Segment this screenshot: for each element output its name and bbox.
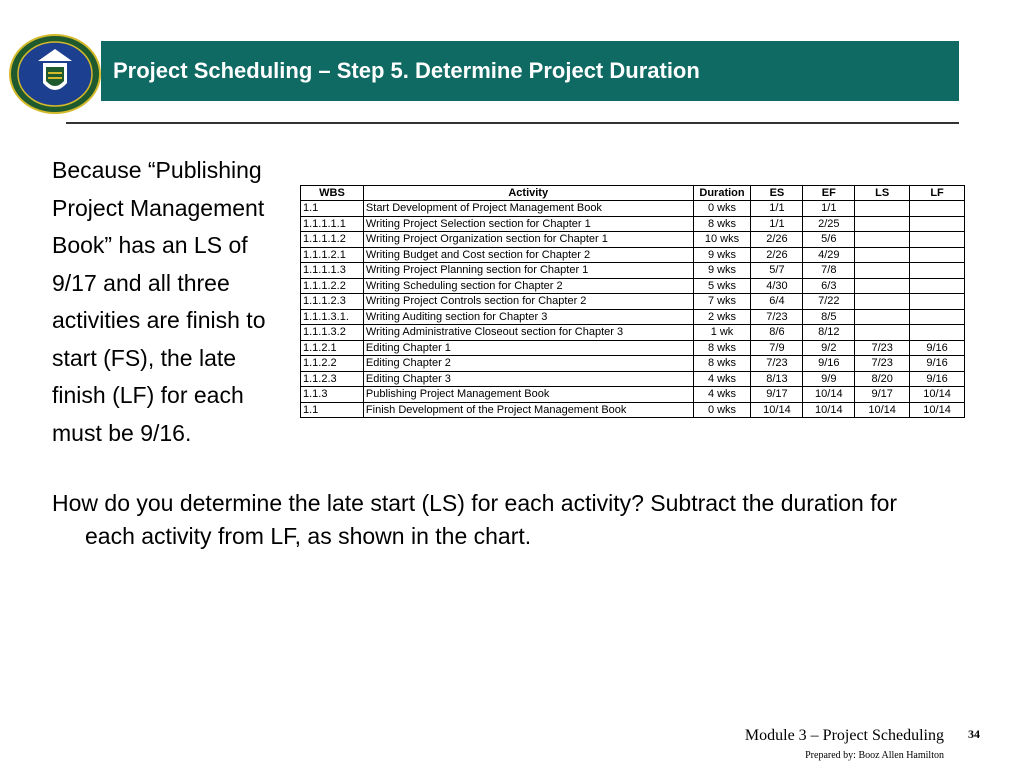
- es-cell: 2/26: [751, 247, 803, 263]
- column-header-es: ES: [751, 186, 803, 201]
- lf-cell: 9/16: [910, 356, 965, 372]
- title-divider: [66, 122, 959, 124]
- lf-cell: [910, 278, 965, 294]
- ls-cell: [855, 294, 910, 310]
- wbs-cell: 1.1: [301, 201, 364, 217]
- activity-cell: Editing Chapter 3: [363, 371, 693, 387]
- intro-line: Project Management: [52, 194, 265, 221]
- duration-cell: 7 wks: [693, 294, 751, 310]
- table-row: [301, 356, 965, 372]
- es-cell: 9/17: [751, 387, 803, 403]
- page-title: Project Scheduling – Step 5. Determine Project Duration: [113, 58, 700, 83]
- activity-cell: Writing Administrative Closeout section for Chapter 3: [363, 325, 693, 341]
- duration-cell: 2 wks: [693, 309, 751, 325]
- lf-cell: [910, 216, 965, 232]
- lf-cell: [910, 263, 965, 279]
- ls-cell: [855, 278, 910, 294]
- intro-line: must be 9/16.: [52, 419, 192, 446]
- lf-cell: 9/16: [910, 371, 965, 387]
- es-cell: 8/6: [751, 325, 803, 341]
- table-row: [301, 325, 965, 341]
- es-cell: 6/4: [751, 294, 803, 310]
- table-row: [301, 201, 965, 217]
- ef-cell: 5/6: [803, 232, 855, 248]
- schedule-table: [300, 185, 965, 418]
- ls-cell: [855, 263, 910, 279]
- wbs-cell: 1.1.1.1.1: [301, 216, 364, 232]
- ef-cell: 9/2: [803, 340, 855, 356]
- intro-line: finish (LF) for each: [52, 382, 244, 408]
- wbs-cell: 1.1.1.2.2: [301, 278, 364, 294]
- ef-cell: 10/14: [803, 402, 855, 418]
- wbs-cell: 1.1.1.2.3: [301, 294, 364, 310]
- table-row: [301, 278, 965, 294]
- page-number: 34: [968, 727, 980, 741]
- duration-cell: 8 wks: [693, 340, 751, 356]
- column-header-lf: LF: [910, 186, 965, 201]
- lf-cell: 10/14: [910, 387, 965, 403]
- activity-cell: Writing Project Controls section for Chapter 2: [363, 294, 693, 310]
- ef-cell: 7/8: [803, 263, 855, 279]
- ef-cell: 9/16: [803, 356, 855, 372]
- intro-line: Because “Publishing: [52, 157, 262, 183]
- activity-cell: Editing Chapter 2: [363, 356, 693, 372]
- activity-cell: Writing Project Planning section for Chapter 1: [363, 263, 693, 279]
- wbs-cell: 1.1.2.2: [301, 356, 364, 372]
- ef-cell: 7/22: [803, 294, 855, 310]
- column-header-activity: Activity: [363, 186, 693, 201]
- ef-cell: 8/5: [803, 309, 855, 325]
- ls-cell: [855, 216, 910, 232]
- duration-cell: 9 wks: [693, 263, 751, 279]
- ef-cell: 10/14: [803, 387, 855, 403]
- ls-cell: [855, 232, 910, 248]
- wbs-cell: 1.1.3: [301, 387, 364, 403]
- es-cell: 10/14: [751, 402, 803, 418]
- duration-cell: 0 wks: [693, 201, 751, 217]
- activity-cell: Writing Auditing section for Chapter 3: [363, 309, 693, 325]
- activity-cell: Publishing Project Management Book: [363, 387, 693, 403]
- duration-cell: 0 wks: [693, 402, 751, 418]
- es-cell: 7/23: [751, 356, 803, 372]
- column-header-wbs: WBS: [301, 186, 364, 201]
- activity-cell: Writing Project Organization section for Chapter 1: [363, 232, 693, 248]
- column-header-ef: EF: [803, 186, 855, 201]
- table-row: [301, 216, 965, 232]
- footer-prepared-by: Prepared by: Booz Allen Hamilton: [805, 750, 944, 761]
- table-row: [301, 309, 965, 325]
- table-row: [301, 402, 965, 418]
- lf-cell: [910, 232, 965, 248]
- question-paragraph: How do you determine the late start (LS) for each activity? Subtract the duration for each activity from LF, as shown in the chart.: [52, 490, 898, 549]
- table-row: [301, 371, 965, 387]
- ls-cell: 7/23: [855, 356, 910, 372]
- es-cell: 4/30: [751, 278, 803, 294]
- intro-line: start (FS), the late: [52, 344, 237, 371]
- es-cell: 2/26: [751, 232, 803, 248]
- activity-cell: Writing Scheduling section for Chapter 2: [363, 278, 693, 294]
- activity-cell: Writing Project Selection section for Chapter 1: [363, 216, 693, 232]
- lf-cell: [910, 294, 965, 310]
- duration-cell: 4 wks: [693, 371, 751, 387]
- lf-cell: [910, 247, 965, 263]
- ef-cell: 1/1: [803, 201, 855, 217]
- wbs-cell: 1.1.1.1.3: [301, 263, 364, 279]
- table-row: [301, 247, 965, 263]
- ls-cell: 8/20: [855, 371, 910, 387]
- wbs-cell: 1.1.1.2.1: [301, 247, 364, 263]
- lf-cell: [910, 325, 965, 341]
- es-cell: 8/13: [751, 371, 803, 387]
- ef-cell: 4/29: [803, 247, 855, 263]
- title-bar: [101, 41, 959, 101]
- lf-cell: 10/14: [910, 402, 965, 418]
- table-row: [301, 340, 965, 356]
- ef-cell: 9/9: [803, 371, 855, 387]
- es-cell: 1/1: [751, 216, 803, 232]
- lf-cell: 9/16: [910, 340, 965, 356]
- column-header-ls: LS: [855, 186, 910, 201]
- es-cell: 5/7: [751, 263, 803, 279]
- duration-cell: 1 wk: [693, 325, 751, 341]
- ef-cell: 2/25: [803, 216, 855, 232]
- lf-cell: [910, 309, 965, 325]
- intro-line: Book” has an LS of: [52, 232, 248, 258]
- es-cell: 7/23: [751, 309, 803, 325]
- wbs-cell: 1.1.2.3: [301, 371, 364, 387]
- table-body: [301, 201, 965, 418]
- intro-line: 9/17 and all three: [52, 269, 230, 296]
- es-cell: 1/1: [751, 201, 803, 217]
- ls-cell: [855, 247, 910, 263]
- duration-cell: 10 wks: [693, 232, 751, 248]
- duration-cell: 4 wks: [693, 387, 751, 403]
- wbs-cell: 1.1: [301, 402, 364, 418]
- ef-cell: 6/3: [803, 278, 855, 294]
- footer-module-label: Module 3 – Project Scheduling: [744, 727, 944, 744]
- activity-cell: Writing Budget and Cost section for Chapter 2: [363, 247, 693, 263]
- wbs-cell: 1.1.1.3.1.: [301, 309, 364, 325]
- ls-cell: [855, 325, 910, 341]
- ls-cell: 9/17: [855, 387, 910, 403]
- duration-cell: 5 wks: [693, 278, 751, 294]
- table-row: [301, 387, 965, 403]
- table-header-row: [301, 186, 965, 201]
- column-header-duration: Duration: [693, 186, 751, 201]
- activity-cell: Start Development of Project Management Book: [363, 201, 693, 217]
- table-row: [301, 294, 965, 310]
- duration-cell: 9 wks: [693, 247, 751, 263]
- activity-cell: Finish Development of the Project Management Book: [363, 402, 693, 418]
- intro-paragraph: [52, 152, 297, 452]
- duration-cell: 8 wks: [693, 216, 751, 232]
- lf-cell: [910, 201, 965, 217]
- wbs-cell: 1.1.1.1.2: [301, 232, 364, 248]
- wbs-cell: 1.1.2.1: [301, 340, 364, 356]
- ls-cell: 10/14: [855, 402, 910, 418]
- department-of-energy-seal-icon: [8, 33, 102, 115]
- ls-cell: [855, 201, 910, 217]
- activity-cell: Editing Chapter 1: [363, 340, 693, 356]
- es-cell: 7/9: [751, 340, 803, 356]
- ef-cell: 8/12: [803, 325, 855, 341]
- wbs-cell: 1.1.1.3.2: [301, 325, 364, 341]
- duration-cell: 8 wks: [693, 356, 751, 372]
- ls-cell: [855, 309, 910, 325]
- table-row: [301, 263, 965, 279]
- table-row: [301, 232, 965, 248]
- ls-cell: 7/23: [855, 340, 910, 356]
- intro-line: activities are finish to: [52, 307, 266, 333]
